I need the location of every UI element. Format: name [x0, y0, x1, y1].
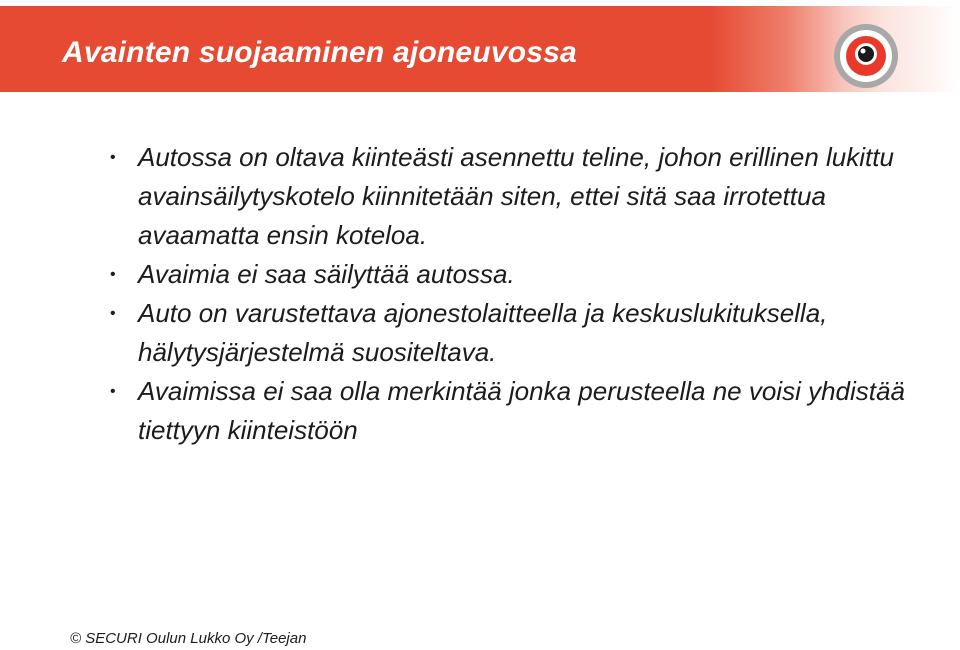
title-bar: [0, 6, 960, 92]
bullet-item: [110, 294, 910, 372]
eye-logo-icon: [832, 22, 900, 90]
bullet-marker: •: [110, 266, 116, 283]
bullet-text: Avaimissa ei saa olla merkintää jonka perusteella ne voisi yhdistää tiettyyn kiinteistöön: [138, 376, 905, 445]
bullet-text: Autossa on oltava kiinteästi asennettu teline, johon erillinen lukittu avainsäilytyskotelo kiinnitetään siten, ettei sitä saa irrotettua avaamatta ensin koteloa.: [138, 142, 894, 250]
bullet-item: [110, 138, 910, 255]
copyright-footer: © SECURI Oulun Lukko Oy /Teejan: [70, 630, 307, 647]
bullet-item: [110, 372, 910, 450]
bullet-text: Auto on varustettava ajonestolaitteella ja keskuslukituksella, hälytysjärjestelmä suositeltava.: [138, 298, 828, 367]
bullet-marker: •: [110, 149, 116, 166]
bullet-marker: •: [110, 383, 116, 400]
slide-title: Avainten suojaaminen ajoneuvossa: [62, 36, 577, 69]
bullet-marker: •: [110, 305, 116, 322]
bullet-text: Avaimia ei saa säilyttää autossa.: [138, 259, 515, 289]
bullet-item: [110, 255, 910, 294]
bullet-list: [110, 138, 910, 450]
